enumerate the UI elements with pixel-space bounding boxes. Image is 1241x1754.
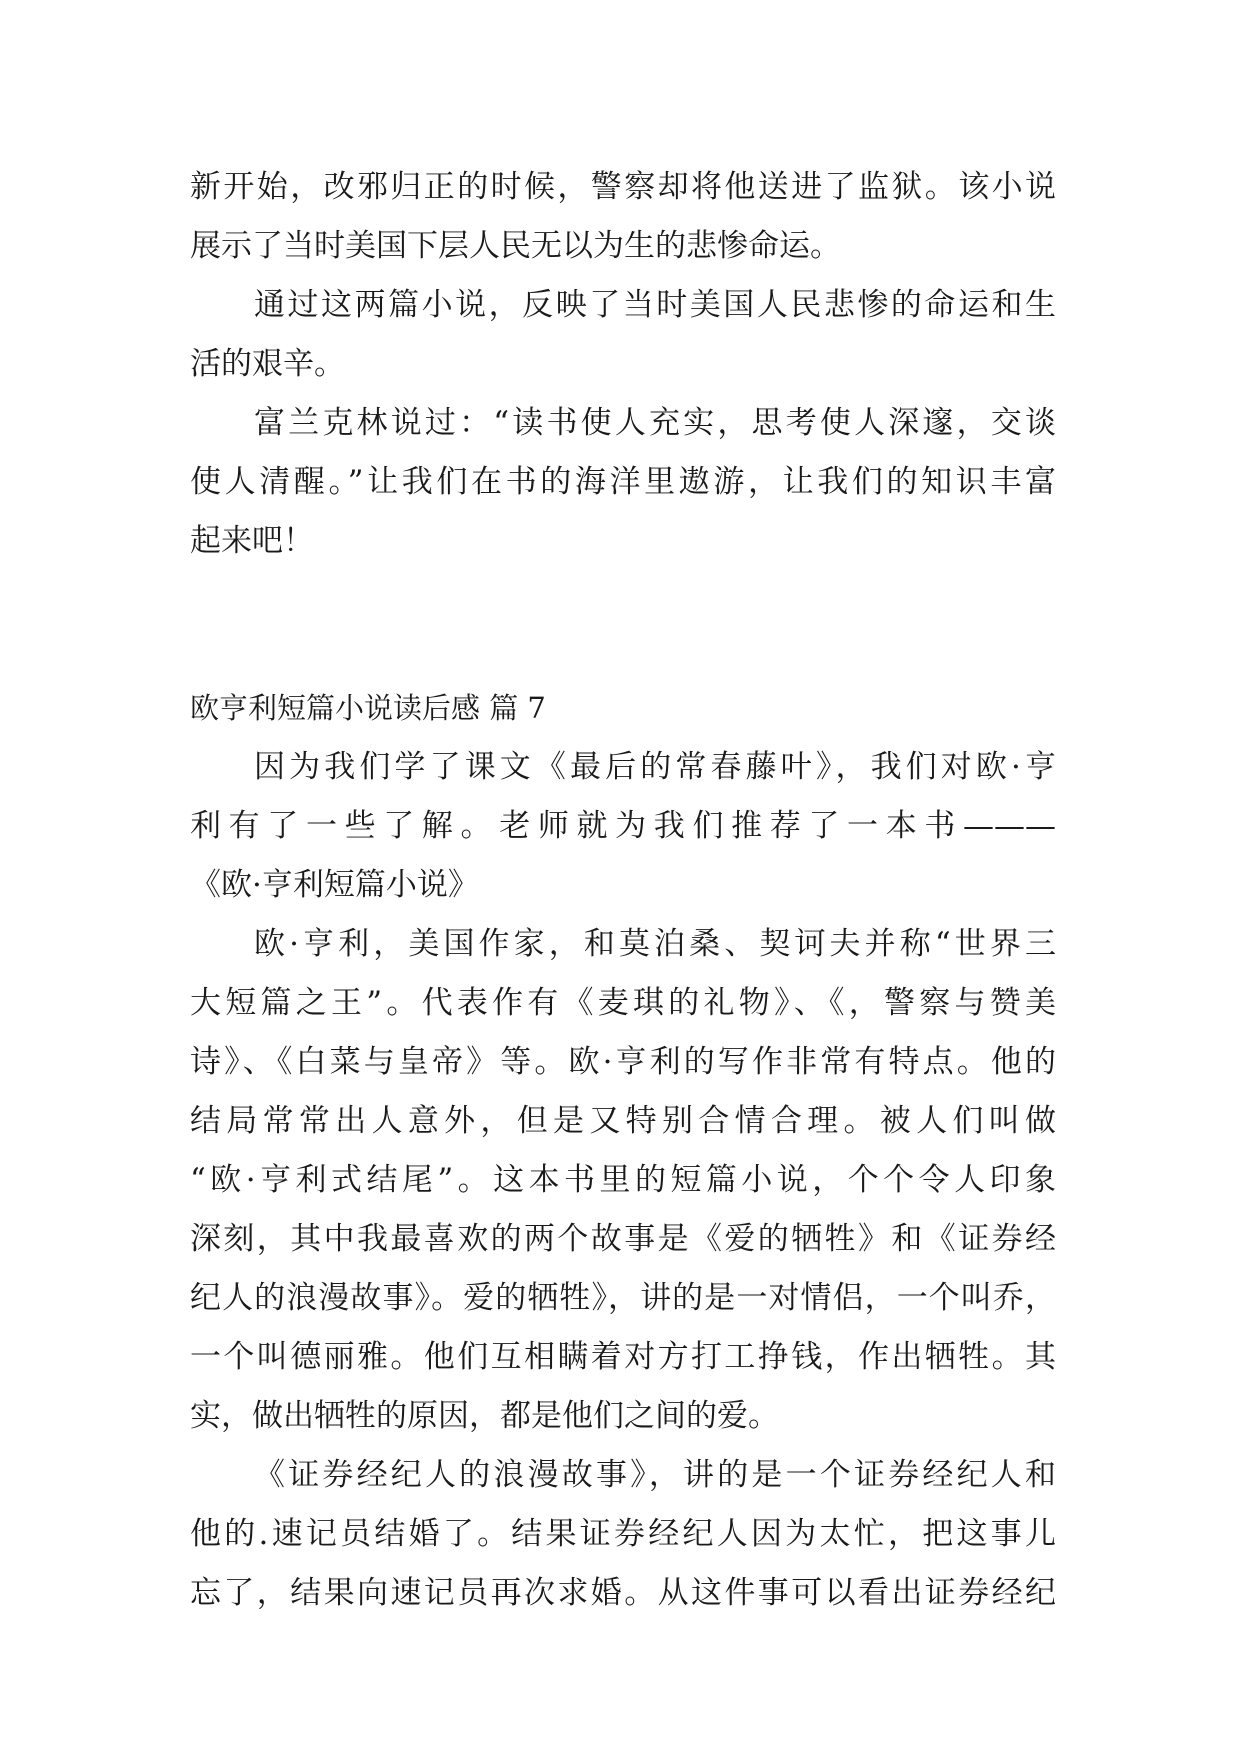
text-line: 《证券经纪人的浪漫故事》，讲的是一个证券经纪人和 [254, 1457, 1056, 1493]
text-line: 结局常常出人意外，但是又特别合情合理。被人们叫做 [190, 1103, 1056, 1139]
paragraph [190, 394, 1056, 571]
text-line: 《欧·亨利短篇小说》 [190, 867, 479, 903]
text-line: 展示了当时美国下层人民无以为生的悲惨命运。 [190, 228, 841, 264]
text-line: 诗》、《白菜与皇帝》等。欧·亨利的写作非常有特点。他的 [190, 1044, 1056, 1080]
paragraph [190, 276, 1056, 394]
paragraph [190, 1446, 1056, 1623]
section-spacer [190, 571, 1056, 679]
paragraph [190, 738, 1056, 915]
text-line: 大短篇之王”。代表作有《麦琪的礼物》、《，警察与赞美 [190, 985, 1056, 1021]
text-line: “欧·亨利式结尾”。这本书里的短篇小说，个个令人印象 [190, 1162, 1056, 1198]
text-line: 忘了，结果向速记员再次求婚。从这件事可以看出证券经纪 [190, 1575, 1056, 1611]
paragraph [190, 915, 1056, 1446]
text-line: 他的.速记员结婚了。结果证券经纪人因为太忙，把这事儿 [190, 1516, 1056, 1552]
text-line: 一个叫德丽雅。他们互相瞒着对方打工挣钱，作出牺牲。其 [190, 1339, 1056, 1375]
section-title: 欧亨利短篇小说读后感 篇 7 [190, 691, 546, 725]
text-line: 活的艰辛。 [190, 346, 345, 382]
text-line: 新开始，改邪归正的时候，警察却将他送进了监狱。该小说 [190, 169, 1056, 205]
text-line: 欧·亨利，美国作家，和莫泊桑、契诃夫并称“世界三 [254, 926, 1056, 962]
text-line: 因为我们学了课文《最后的常春藤叶》，我们对欧·亨 [254, 749, 1056, 785]
paragraph-continuation [190, 158, 1056, 276]
text-line: 起来吧！ [190, 523, 314, 559]
text-line: 利有了一些了解。老师就为我们推荐了一本书——— [190, 808, 1056, 844]
text-line: 富兰克林说过：“读书使人充实，思考使人深邃，交谈 [254, 405, 1056, 441]
text-line: 通过这两篇小说，反映了当时美国人民悲惨的命运和生 [254, 287, 1056, 323]
document-body [190, 158, 1056, 1623]
text-line: 纪人的浪漫故事》。爱的牺牲》，讲的是一对情侣，一个叫乔， [190, 1280, 1056, 1316]
text-line: 深刻，其中我最喜欢的两个故事是《爱的牺牲》和《证券经 [190, 1221, 1056, 1257]
text-line: 使人清醒。”让我们在书的海洋里遨游，让我们的知识丰富 [190, 464, 1056, 500]
text-line: 实，做出牺牲的原因，都是他们之间的爱。 [190, 1398, 779, 1434]
